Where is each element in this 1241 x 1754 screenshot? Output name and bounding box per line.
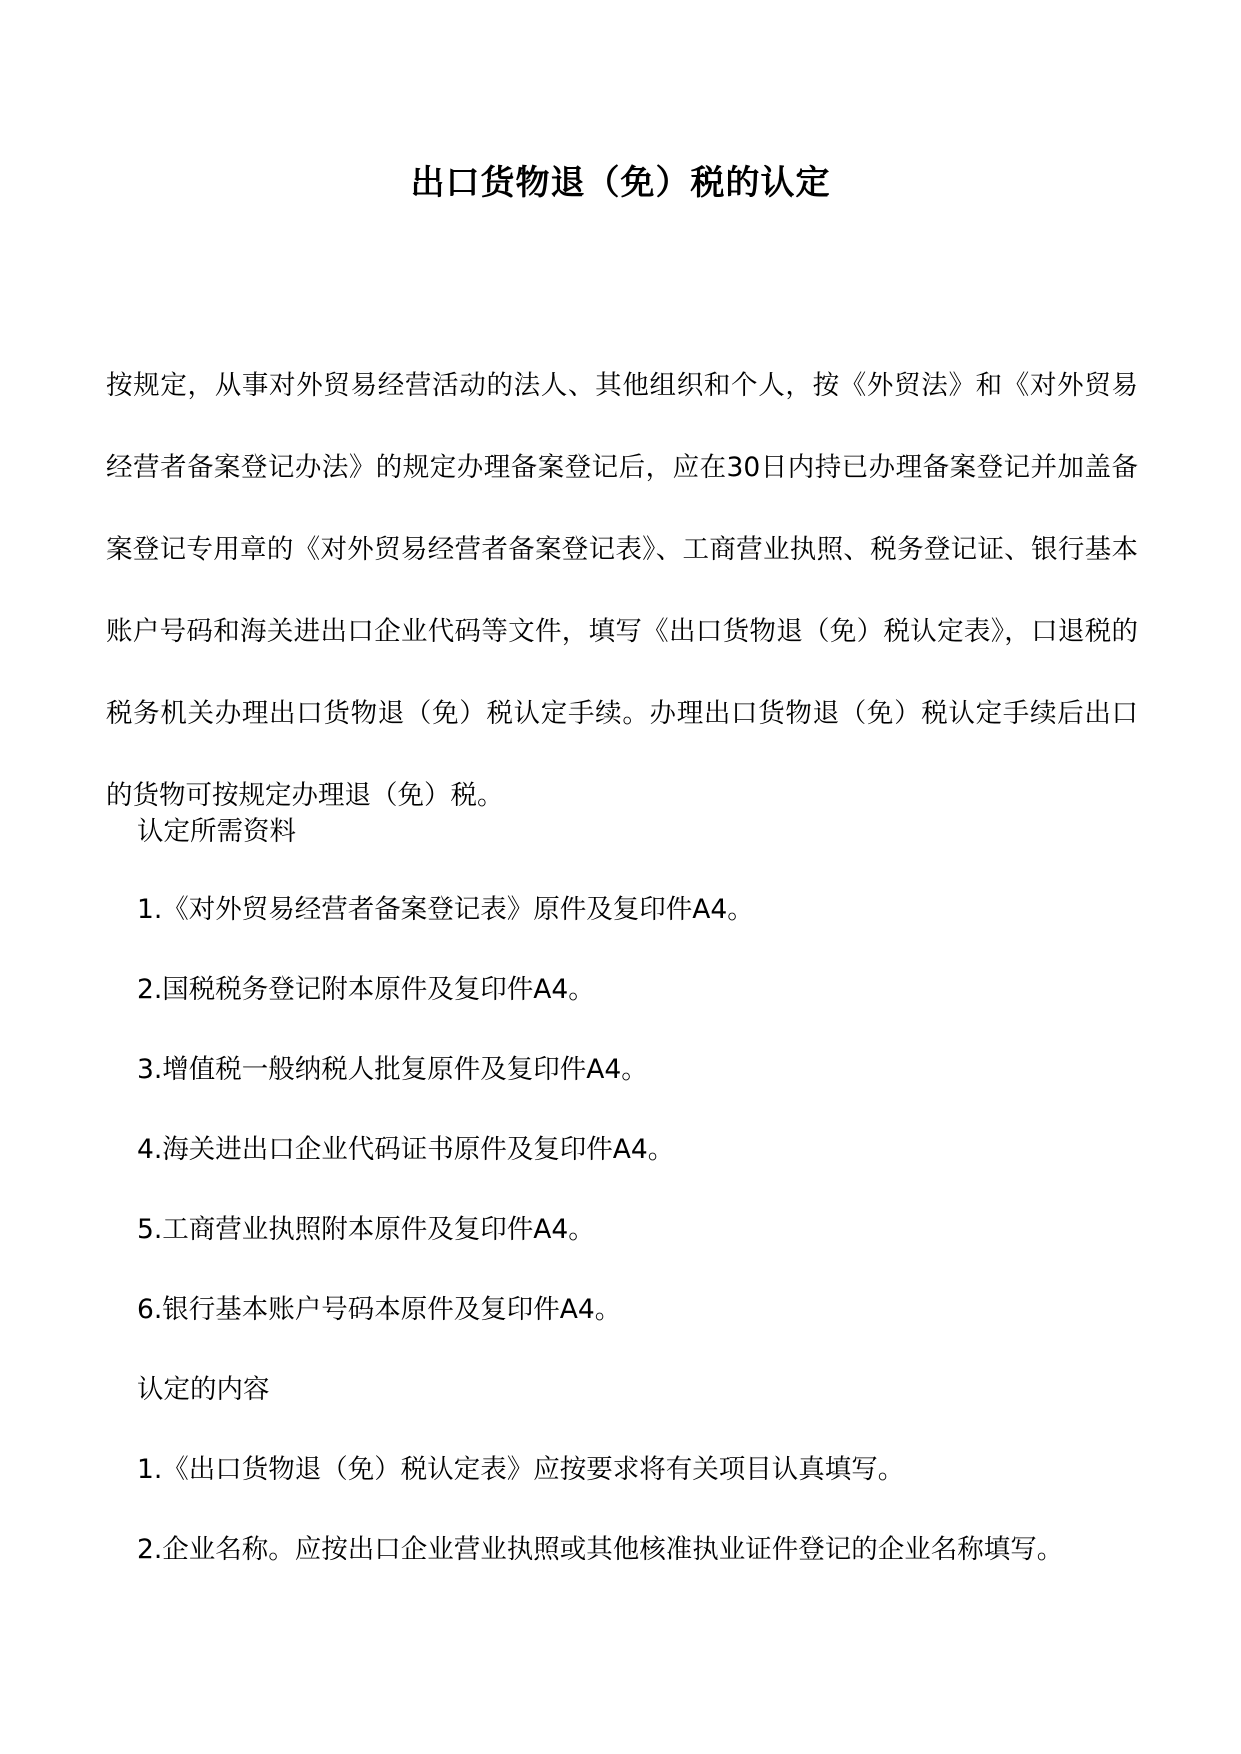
list-item: 4.海关进出口企业代码证书原件及复印件A4。	[137, 1134, 675, 1165]
list-item: 1.《对外贸易经营者备案登记表》原件及复印件A4。	[137, 894, 754, 925]
intro-paragraph: 按规定，从事对外贸易经营活动的法人、其他组织和个人，按《外贸法》和《对外贸易经营者备案登记办法》的规定办理备案登记后，应在30日内持已办理备案登记并加盖备案登记专用章的《对外贸易经营者备案登记表》、工商营业执照、税务登记证、银行基本账户号码和海关进出口企业代码等文件，填写《出口货物退（免）税认定表》，口退税的税务机关办理出口货物退（免）税认定手续。办理出口货物退（免）税认定手续后出口的货物可按规定办理退（免）税。	[106, 370, 1138, 811]
list-item: 3.增值税一般纳税人批复原件及复印件A4。	[137, 1054, 648, 1085]
section-heading-content: 认定的内容	[137, 1374, 270, 1405]
list-item: 6.银行基本账户号码本原件及复印件A4。	[137, 1294, 622, 1325]
list-item: 2.国税税务登记附本原件及复印件A4。	[137, 974, 595, 1005]
section-heading-required-materials: 认定所需资料	[137, 816, 296, 847]
document-title: 出口货物退（免）税的认定	[410, 163, 831, 203]
list-item: 2.企业名称。应按出口企业营业执照或其他核准执业证件登记的企业名称填写。	[137, 1534, 1064, 1565]
list-item: 5.工商营业执照附本原件及复印件A4。	[137, 1214, 595, 1245]
list-item: 1.《出口货物退（免）税认定表》应按要求将有关项目认真填写。	[137, 1454, 905, 1485]
